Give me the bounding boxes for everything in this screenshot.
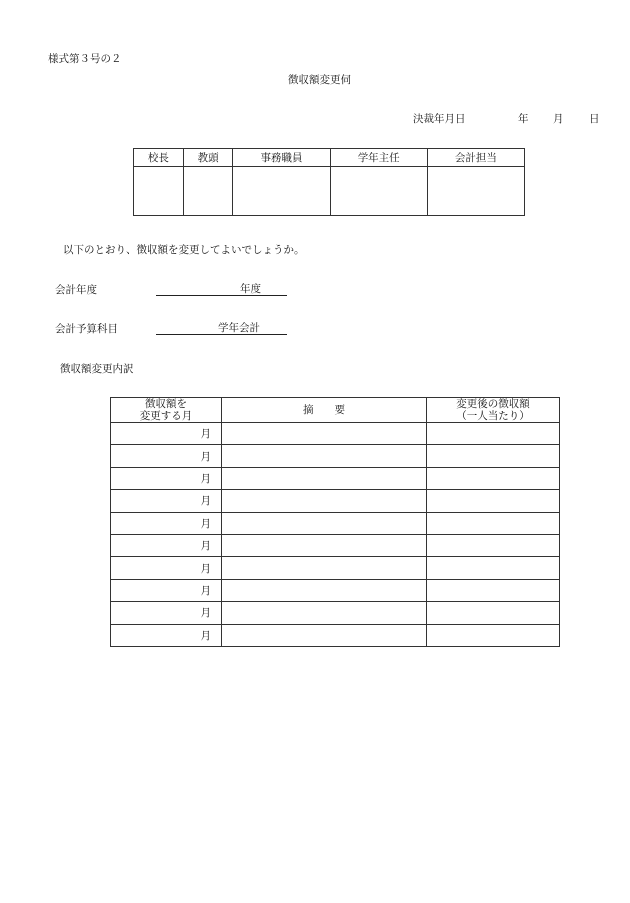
amount-cell[interactable] [427, 423, 560, 445]
form-number: 様式第３号の２ [48, 53, 122, 65]
budget-item-label: 会計予算科目 [55, 323, 118, 335]
month-cell[interactable]: 月 [111, 534, 222, 556]
header-change-month: 徴収額を 変更する月 [111, 398, 222, 423]
amount-cell[interactable] [427, 579, 560, 601]
decision-date-label: 決裁年月日 [413, 113, 466, 125]
month-cell[interactable]: 月 [111, 467, 222, 489]
table-row [111, 624, 560, 646]
month-cell[interactable]: 月 [111, 512, 222, 534]
decision-year: 年 [518, 113, 529, 125]
amount-cell[interactable] [427, 512, 560, 534]
budget-item-field[interactable] [156, 320, 287, 335]
month-cell[interactable]: 月 [111, 602, 222, 624]
summary-cell[interactable] [222, 624, 427, 646]
table-row [111, 534, 560, 556]
fiscal-year-label: 会計年度 [55, 284, 97, 296]
approval-header-vice-principal: 教頭 [183, 149, 233, 167]
header-summary: 摘 要 [222, 398, 427, 423]
summary-cell[interactable] [222, 445, 427, 467]
summary-cell[interactable] [222, 512, 427, 534]
summary-cell[interactable] [222, 490, 427, 512]
table-row [111, 490, 560, 512]
approval-header-office-staff: 事務職員 [233, 149, 330, 167]
amount-cell[interactable] [427, 557, 560, 579]
month-cell[interactable]: 月 [111, 423, 222, 445]
section-title: 徴収額変更内訳 [60, 363, 134, 375]
amount-cell[interactable] [427, 624, 560, 646]
table-row [111, 423, 560, 445]
fiscal-year-field[interactable] [156, 281, 287, 296]
month-cell[interactable]: 月 [111, 579, 222, 601]
table-row [111, 445, 560, 467]
table-row [111, 467, 560, 489]
change-detail-table [110, 397, 560, 647]
decision-day: 日 [589, 113, 600, 125]
table-row [111, 512, 560, 534]
month-cell[interactable]: 月 [111, 490, 222, 512]
summary-cell[interactable] [222, 557, 427, 579]
decision-month: 月 [553, 113, 564, 125]
summary-cell[interactable] [222, 534, 427, 556]
summary-cell[interactable] [222, 423, 427, 445]
table-row [111, 557, 560, 579]
summary-cell[interactable] [222, 602, 427, 624]
approval-stamp-table [133, 148, 525, 216]
approval-stamp-accounting[interactable] [427, 167, 524, 216]
amount-cell[interactable] [427, 445, 560, 467]
summary-cell[interactable] [222, 579, 427, 601]
fiscal-year-value: 年度 [240, 283, 261, 295]
approval-stamp-office-staff[interactable] [233, 167, 330, 216]
amount-cell[interactable] [427, 602, 560, 624]
amount-cell[interactable] [427, 490, 560, 512]
approval-header-principal: 校長 [134, 149, 184, 167]
approval-stamp-vice-principal[interactable] [183, 167, 233, 216]
approval-stamp-principal[interactable] [134, 167, 184, 216]
budget-item-value: 学年会計 [218, 322, 260, 334]
table-row [111, 602, 560, 624]
approval-header-grade-head: 学年主任 [330, 149, 427, 167]
header-new-amount: 変更後の徴収額 （一人当たり） [427, 398, 560, 423]
approval-header-accounting: 会計担当 [427, 149, 524, 167]
month-cell[interactable]: 月 [111, 624, 222, 646]
summary-cell[interactable] [222, 467, 427, 489]
month-cell[interactable]: 月 [111, 445, 222, 467]
intro-text: 以下のとおり、徴収額を変更してよいでしょうか。 [63, 244, 305, 256]
document-title: 徴収額変更伺 [288, 74, 351, 86]
month-cell[interactable]: 月 [111, 557, 222, 579]
amount-cell[interactable] [427, 467, 560, 489]
amount-cell[interactable] [427, 534, 560, 556]
table-row [111, 579, 560, 601]
approval-stamp-grade-head[interactable] [330, 167, 427, 216]
